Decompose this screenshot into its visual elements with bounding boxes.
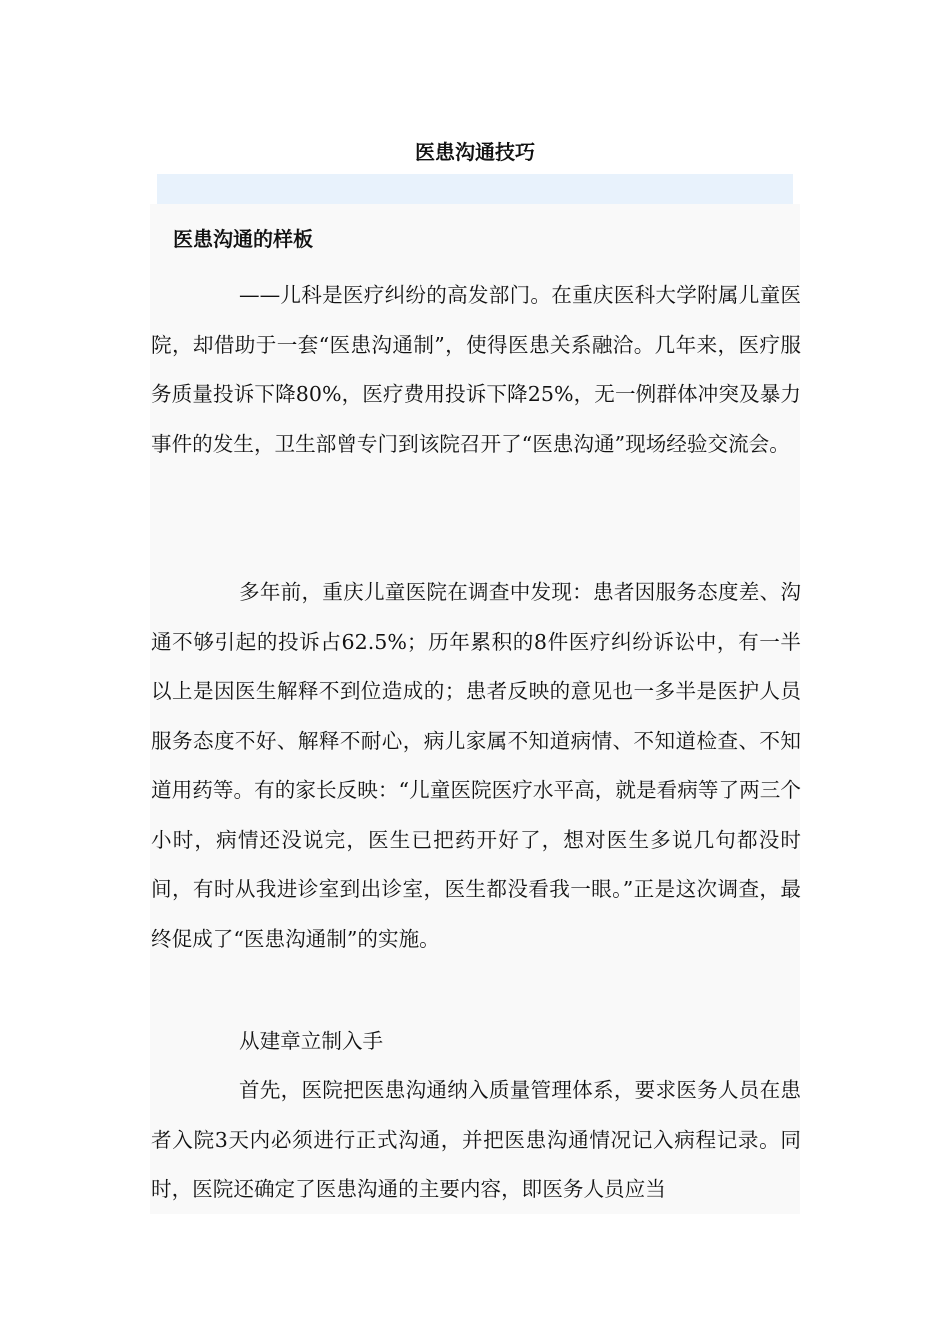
paragraph-measures: 首先，医院把医患沟通纳入质量管理体系，要求医务人员在患者入院3天内必须进行正式沟通，并把医患沟通情况记入病程记录。同时，医院还确定了医患沟通的主要内容，即医务人员应当 <box>151 1078 801 1201</box>
paragraph-subheading: 从建章立制入手 <box>239 1029 384 1053</box>
section-heading: 医患沟通的样板 <box>173 227 313 251</box>
paragraph-survey: 多年前，重庆儿童医院在调查中发现：患者因服务态度差、沟通不够引起的投诉占62.5%；历年累积的8件医疗纠纷诉讼中，有一半以上是因医生解释不到位造成的；患者反映的意见也一多半是医护人员服务态度不好、解释不耐心，病儿家属不知道病情、不知道检查、不知道用药等。有的家长反映：“儿童医院医疗水平高，就是看病等了两三个小时，病情还没说完，医生已把药开好了，想对医生多说几句都没时间，有时从我进诊室到出诊室，医生都没看我一眼。”正是这次调查，最终促成了“医患沟通制”的实施。 <box>151 580 801 951</box>
page-title: 医患沟通技巧 <box>415 140 535 164</box>
paragraph-intro: ——儿科是医疗纠纷的高发部门。在重庆医科大学附属儿童医院，却借助于一套“医患沟通制”，使得医患关系融洽。几年来，医疗服务质量投诉下降80%，医疗费用投诉下降25%，无一例群体冲突及暴力事件的发生，卫生部曾专门到该院召开了“医患沟通”现场经验交流会。 <box>151 283 801 456</box>
header-band <box>157 174 793 204</box>
